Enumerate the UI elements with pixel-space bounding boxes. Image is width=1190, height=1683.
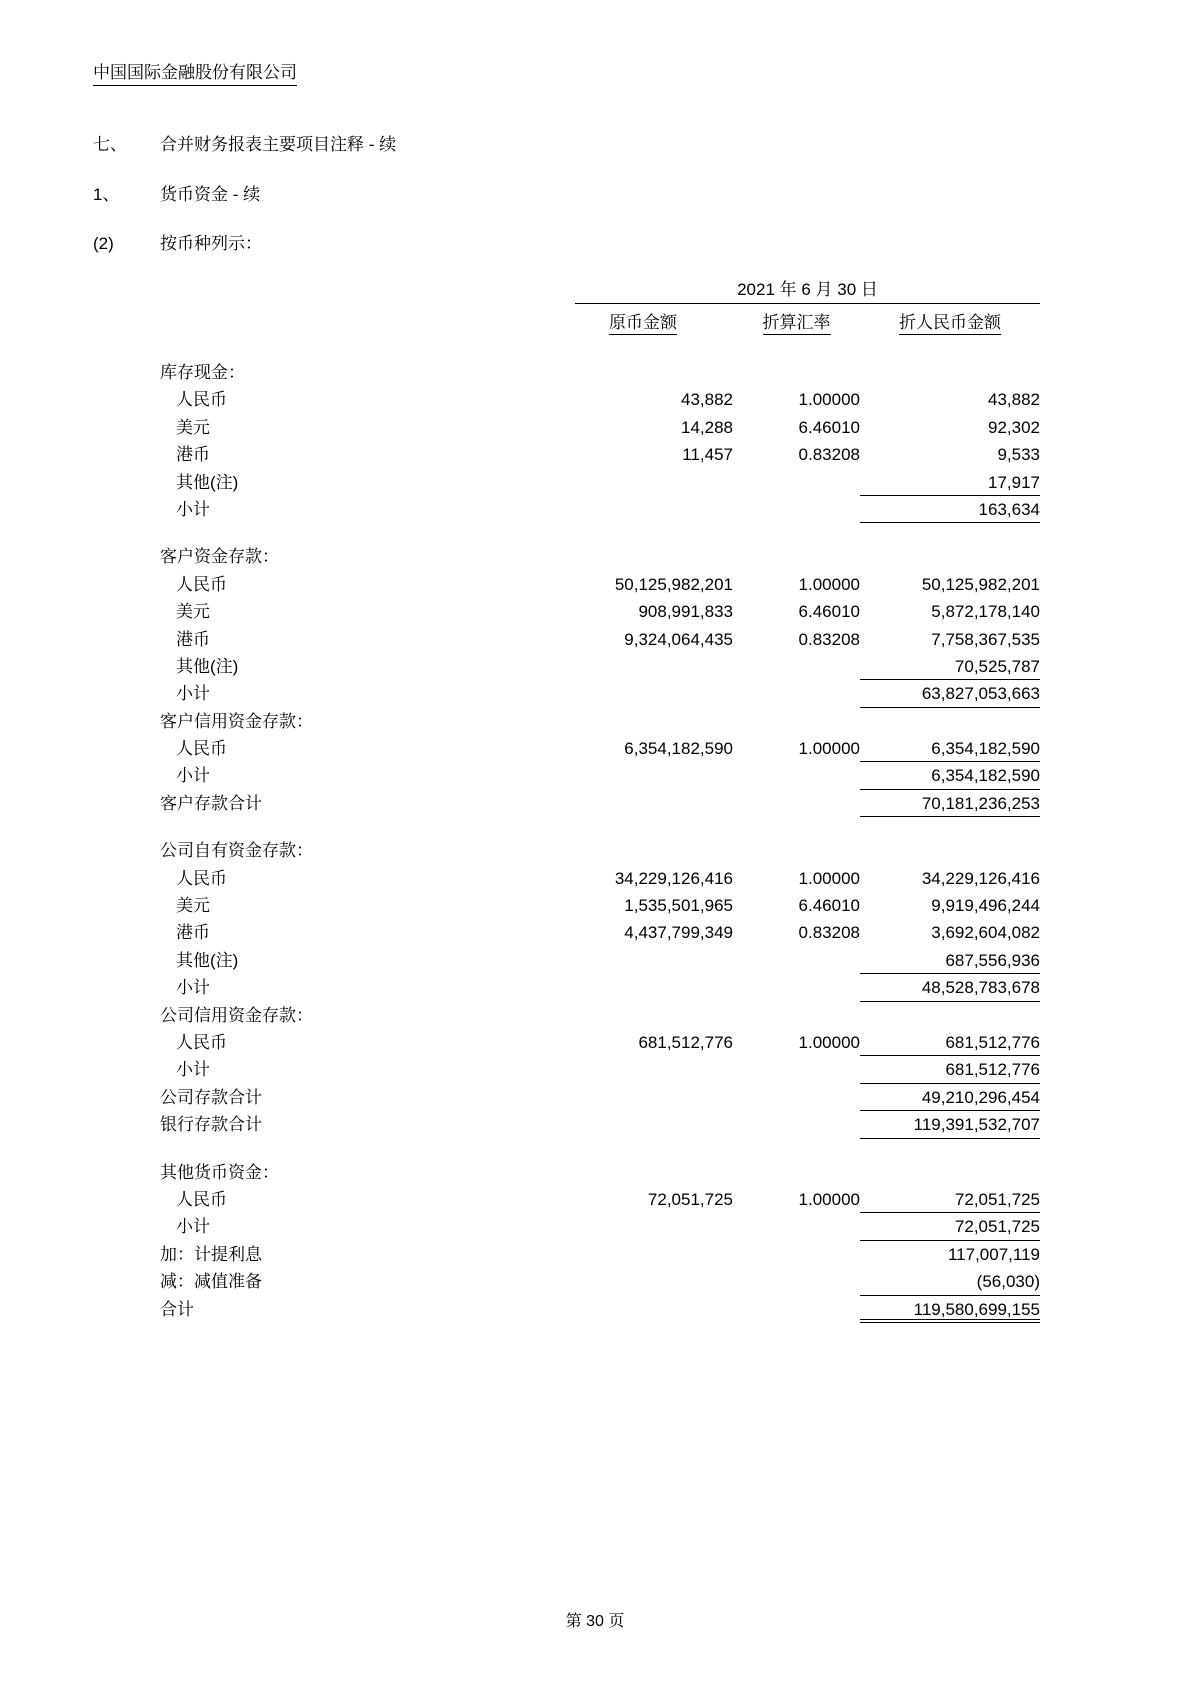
row-label: 客户存款合计 — [160, 793, 262, 813]
table-row — [160, 441, 1040, 468]
table-row — [160, 1296, 1040, 1323]
cell-original-amount — [553, 1241, 733, 1268]
cell-cny-amount: 6,354,182,590 — [860, 762, 1040, 789]
cell-exchange-rate: 6.46010 — [798, 602, 860, 622]
cell-cny-amount: 9,533 — [997, 445, 1040, 465]
row-label: 减：减值准备 — [160, 1272, 262, 1292]
cell-cny-amount: 48,528,783,678 — [860, 974, 1040, 1001]
row-label: 港币 — [176, 629, 210, 649]
cell-exchange-rate — [733, 1111, 860, 1138]
cell-exchange-rate — [733, 708, 860, 735]
cell-cny-amount: 17,917 — [860, 469, 1040, 496]
cell-cny-amount: 681,512,776 — [860, 1029, 1040, 1056]
cell-exchange-rate — [733, 543, 860, 570]
row-label: 其他(注) — [176, 656, 239, 676]
cell-original-amount — [553, 790, 733, 817]
table-row — [160, 837, 1040, 864]
cell-exchange-rate: 1.00000 — [798, 1032, 860, 1052]
cell-exchange-rate — [733, 762, 860, 789]
cell-exchange-rate — [733, 653, 860, 680]
company-name — [93, 62, 1040, 86]
section-heading-number: 七、 — [93, 135, 127, 154]
table-spacer-row — [160, 523, 1040, 543]
table-row — [160, 974, 1040, 1001]
cell-cny-amount: 92,302 — [988, 417, 1040, 437]
cell-cny-amount — [860, 837, 1040, 864]
table-row — [160, 653, 1040, 680]
subsection-heading-text: 货币资金 - 续 — [160, 185, 261, 204]
table-row — [160, 1002, 1040, 1029]
cell-original-amount — [553, 1056, 733, 1083]
table-row — [160, 865, 1040, 892]
cell-original-amount — [553, 1084, 733, 1111]
row-label: 库存现金： — [160, 363, 245, 382]
cell-original-amount — [553, 543, 733, 570]
cell-exchange-rate: 1.00000 — [798, 868, 860, 888]
cell-original-amount — [553, 680, 733, 707]
cell-cny-amount: 5,872,178,140 — [931, 602, 1040, 622]
table-row — [160, 1056, 1040, 1083]
table-row — [160, 708, 1040, 735]
table-row — [160, 598, 1040, 625]
cell-original-amount: 43,882 — [681, 390, 733, 410]
row-label: 人民币 — [176, 390, 227, 410]
table-spacer-row — [160, 817, 1040, 837]
cell-cny-amount: 9,919,496,244 — [931, 896, 1040, 916]
cell-cny-amount: 119,391,532,707 — [860, 1111, 1040, 1138]
cell-original-amount — [553, 1111, 733, 1138]
row-label: 小计 — [176, 684, 210, 704]
cell-exchange-rate — [733, 974, 860, 1001]
row-label: 公司自有资金存款： — [160, 841, 313, 861]
cell-original-amount — [553, 653, 733, 680]
cell-exchange-rate — [733, 1002, 860, 1029]
cell-original-amount — [553, 1213, 733, 1240]
row-label: 其他(注) — [176, 950, 239, 970]
cell-cny-amount — [860, 1159, 1040, 1186]
cell-exchange-rate — [733, 680, 860, 707]
cell-original-amount: 1,535,501,965 — [624, 896, 733, 916]
cell-exchange-rate — [733, 359, 860, 386]
cell-exchange-rate — [733, 469, 860, 496]
cell-cny-amount: (56,030) — [860, 1268, 1040, 1295]
row-label: 港币 — [176, 445, 210, 465]
row-label: 银行存款合计 — [160, 1115, 262, 1135]
cell-original-amount: 6,354,182,590 — [624, 739, 733, 759]
table-row — [160, 571, 1040, 598]
table-row — [160, 735, 1040, 762]
cell-exchange-rate: 0.83208 — [798, 629, 860, 649]
table-row — [160, 414, 1040, 441]
table-row — [160, 1213, 1040, 1240]
cell-original-amount: 14,288 — [681, 417, 733, 437]
table-row — [160, 762, 1040, 789]
cell-cny-amount: 687,556,936 — [860, 947, 1040, 974]
row-label: 小计 — [176, 978, 210, 998]
cell-original-amount: 9,324,064,435 — [624, 629, 733, 649]
table-row — [160, 386, 1040, 413]
cell-exchange-rate — [733, 1084, 860, 1111]
row-label: 加：计提利息 — [160, 1244, 262, 1264]
table-row — [160, 1186, 1040, 1213]
cell-exchange-rate — [733, 496, 860, 523]
cell-original-amount: 11,457 — [682, 445, 733, 465]
cell-cny-amount: 72,051,725 — [860, 1186, 1040, 1213]
cell-original-amount — [553, 496, 733, 523]
table-body — [160, 359, 1040, 1323]
cell-exchange-rate: 1.00000 — [798, 1189, 860, 1209]
row-label: 人民币 — [176, 1032, 227, 1052]
cell-exchange-rate — [733, 1296, 860, 1323]
cell-original-amount: 50,125,982,201 — [614, 574, 733, 594]
cell-cny-amount: 63,827,053,663 — [860, 680, 1040, 707]
column-header-exchange-rate: 折算汇率 — [763, 308, 831, 335]
row-label: 美元 — [176, 602, 210, 622]
row-label: 美元 — [176, 417, 210, 437]
cell-original-amount — [553, 1268, 733, 1295]
cell-original-amount — [553, 947, 733, 974]
cell-original-amount — [553, 762, 733, 789]
cell-exchange-rate — [733, 1056, 860, 1083]
table-row — [160, 496, 1040, 523]
cell-exchange-rate — [733, 1213, 860, 1240]
cell-cny-amount: 3,692,604,082 — [931, 923, 1040, 943]
row-label: 小计 — [176, 766, 210, 786]
row-label: 港币 — [176, 923, 210, 943]
cell-exchange-rate: 6.46010 — [798, 896, 860, 916]
cell-original-amount — [553, 469, 733, 496]
cell-original-amount — [553, 708, 733, 735]
item-heading-number: (2) — [93, 234, 114, 253]
subsection-heading — [93, 184, 1040, 206]
table-row — [160, 1111, 1040, 1138]
row-label: 其他(注) — [176, 472, 239, 492]
cell-exchange-rate — [733, 947, 860, 974]
cell-cny-amount: 70,181,236,253 — [860, 790, 1040, 817]
row-label: 人民币 — [176, 574, 227, 594]
cell-cny-amount: 681,512,776 — [860, 1056, 1040, 1083]
table-row — [160, 1084, 1040, 1111]
row-label: 小计 — [176, 499, 210, 519]
row-label: 人民币 — [176, 868, 227, 888]
row-label: 美元 — [176, 896, 210, 916]
table-row — [160, 892, 1040, 919]
table-spacer-row — [160, 1139, 1040, 1159]
cell-exchange-rate: 0.83208 — [798, 923, 860, 943]
cell-cny-amount — [860, 708, 1040, 735]
row-label: 客户资金存款： — [160, 547, 279, 567]
cell-cny-amount: 117,007,119 — [947, 1244, 1040, 1264]
currency-breakdown-table — [160, 277, 1040, 1323]
table-row — [160, 947, 1040, 974]
table-row — [160, 919, 1040, 946]
cell-original-amount — [553, 1296, 733, 1323]
table-row — [160, 1159, 1040, 1186]
cell-exchange-rate — [733, 790, 860, 817]
cell-exchange-rate: 1.00000 — [798, 390, 860, 410]
cell-exchange-rate: 6.46010 — [798, 417, 860, 437]
row-label: 公司信用资金存款： — [160, 1005, 313, 1025]
cell-cny-amount: 34,229,126,416 — [921, 868, 1040, 888]
cell-cny-amount: 7,758,367,535 — [931, 629, 1040, 649]
table-date-row — [160, 277, 1040, 304]
cell-exchange-rate — [733, 1268, 860, 1295]
row-label: 其他货币资金： — [160, 1162, 279, 1182]
table-row — [160, 1029, 1040, 1056]
cell-original-amount: 908,991,833 — [638, 602, 733, 622]
cell-exchange-rate: 1.00000 — [798, 574, 860, 594]
table-column-headers — [160, 304, 1040, 335]
table-row — [160, 1241, 1040, 1268]
cell-cny-amount — [860, 543, 1040, 570]
row-label: 公司存款合计 — [160, 1087, 262, 1107]
cell-original-amount: 34,229,126,416 — [614, 868, 733, 888]
table-row — [160, 1268, 1040, 1295]
row-label: 小计 — [176, 1217, 210, 1237]
row-label: 人民币 — [176, 739, 227, 759]
company-name-text: 中国国际金融股份有限公司 — [93, 62, 297, 86]
cell-exchange-rate — [733, 837, 860, 864]
cell-original-amount: 4,437,799,349 — [624, 923, 733, 943]
section-heading — [93, 134, 1040, 156]
table-date-header: 2021 年 6 月 30 日 — [575, 277, 1040, 304]
cell-original-amount — [553, 359, 733, 386]
cell-original-amount — [553, 837, 733, 864]
cell-original-amount: 681,512,776 — [638, 1032, 733, 1052]
row-label: 客户信用资金存款： — [160, 711, 313, 731]
table-row — [160, 359, 1040, 386]
cell-cny-amount: 49,210,296,454 — [860, 1084, 1040, 1111]
row-label: 合计 — [160, 1299, 194, 1319]
row-label: 小计 — [176, 1060, 210, 1080]
cell-cny-amount — [860, 1002, 1040, 1029]
item-heading-text: 按币种列示： — [160, 234, 262, 253]
cell-cny-amount: 163,634 — [860, 496, 1040, 523]
cell-exchange-rate — [733, 1241, 860, 1268]
row-label: 人民币 — [176, 1189, 227, 1209]
table-row — [160, 626, 1040, 653]
cell-original-amount — [553, 1159, 733, 1186]
table-row — [160, 469, 1040, 496]
subsection-heading-number: 1、 — [93, 185, 120, 204]
cell-original-amount: 72,051,725 — [647, 1189, 733, 1209]
column-header-original-amount: 原币金额 — [609, 308, 677, 335]
section-heading-text: 合并财务报表主要项目注释 - 续 — [160, 135, 397, 154]
table-row — [160, 680, 1040, 707]
cell-original-amount — [553, 974, 733, 1001]
cell-cny-amount — [860, 359, 1040, 386]
cell-cny-amount: 43,882 — [988, 390, 1040, 410]
cell-cny-amount: 119,580,699,155 — [860, 1296, 1040, 1323]
cell-cny-amount: 6,354,182,590 — [860, 735, 1040, 762]
cell-cny-amount: 50,125,982,201 — [921, 574, 1040, 594]
cell-cny-amount: 72,051,725 — [860, 1213, 1040, 1240]
cell-exchange-rate: 0.83208 — [798, 445, 860, 465]
page-number: 第 30 页 — [565, 1613, 625, 1630]
cell-exchange-rate: 1.00000 — [798, 739, 860, 759]
table-row — [160, 543, 1040, 570]
table-row — [160, 790, 1040, 817]
item-heading — [93, 233, 1040, 255]
column-header-cny-amount: 折人民币金额 — [899, 308, 1001, 335]
cell-exchange-rate — [733, 1159, 860, 1186]
cell-original-amount — [553, 1002, 733, 1029]
cell-cny-amount: 70,525,787 — [860, 653, 1040, 680]
